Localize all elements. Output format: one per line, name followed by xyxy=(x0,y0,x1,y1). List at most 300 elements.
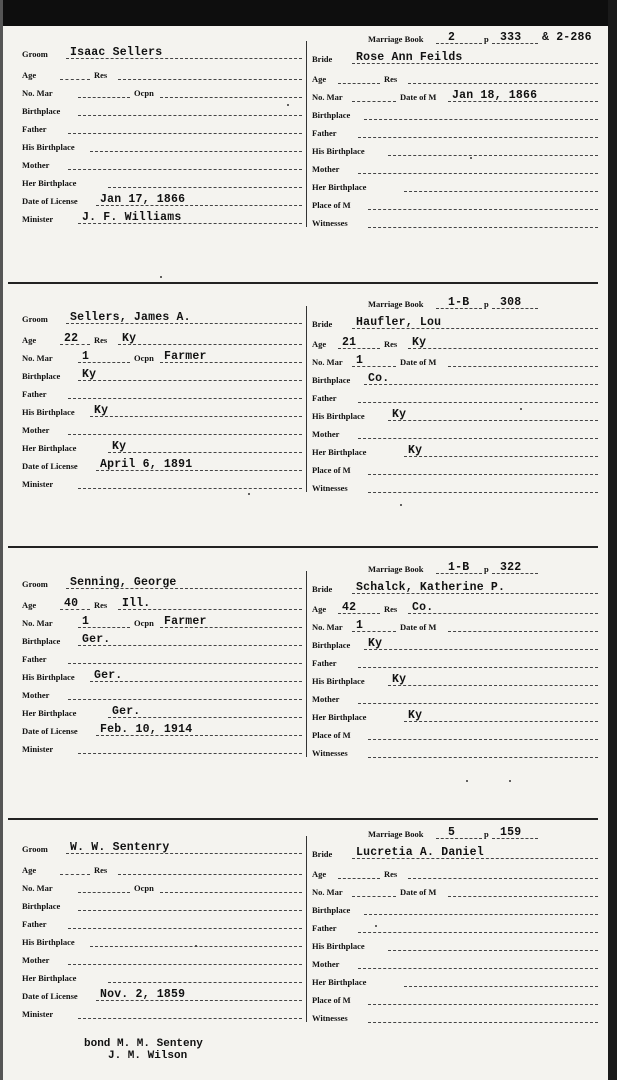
his-birthplace-label: His Birthplace xyxy=(312,411,365,421)
bride-row-pair xyxy=(312,73,598,87)
bride-row-bride-father xyxy=(312,657,598,671)
marriage-book-label: Marriage Book xyxy=(368,564,424,574)
marriage-book-row xyxy=(312,33,598,47)
bride-row-bride xyxy=(312,318,598,332)
groom-age-value: 22 xyxy=(64,332,79,345)
bride-no-mar-value: 1 xyxy=(356,619,364,632)
age-label: Age xyxy=(22,335,37,345)
license-date-value: April 6, 1891 xyxy=(100,458,193,471)
field-underline xyxy=(358,667,598,668)
field-underline xyxy=(78,645,302,646)
age-label: Age xyxy=(312,339,327,349)
groom-row-groom-mother xyxy=(22,954,302,968)
bride-label: Bride xyxy=(312,849,333,859)
her-birthplace-label: Her Birthplace xyxy=(312,712,367,722)
father-label: Father xyxy=(312,923,337,933)
groom-label: Groom xyxy=(22,314,48,324)
groom-his-birthplace-value: Ky xyxy=(94,404,109,417)
bride-birthplace-value: Co. xyxy=(368,372,390,385)
scan-right-border xyxy=(608,0,617,1080)
field-underline xyxy=(90,151,302,152)
groom-row-pair xyxy=(22,599,302,613)
field-underline xyxy=(404,456,598,457)
bride-res-value: Co. xyxy=(412,601,434,614)
res-label: Res xyxy=(94,335,108,345)
age-label: Age xyxy=(312,74,327,84)
father-label: Father xyxy=(22,654,47,664)
her-birthplace-label: Her Birthplace xyxy=(22,708,77,718)
bride-row-witnesses xyxy=(312,747,598,761)
marriage-date-value: Jan 18, 1866 xyxy=(452,89,538,102)
mother-label: Mother xyxy=(312,164,340,174)
field-underline xyxy=(368,757,598,758)
field-underline xyxy=(358,137,598,138)
groom-row-groom-birthplace xyxy=(22,900,302,914)
field-underline xyxy=(436,838,482,839)
res-label: Res xyxy=(384,604,398,614)
father-label: Father xyxy=(312,393,337,403)
no-mar-label: No. Mar xyxy=(22,88,53,98)
field-underline xyxy=(358,173,598,174)
groom-row-groom-her-birthplace xyxy=(22,177,302,191)
place-of-m-label: Place of M xyxy=(312,730,351,740)
groom-row-license-date xyxy=(22,990,302,1004)
age-label: Age xyxy=(22,70,37,80)
father-label: Father xyxy=(312,658,337,668)
his-birthplace-label: His Birthplace xyxy=(22,142,75,152)
bride-his-birthplace-value: Ky xyxy=(392,673,407,686)
mother-label: Mother xyxy=(312,429,340,439)
field-underline xyxy=(60,874,90,875)
bride-row-pair xyxy=(312,338,598,352)
no-mar-label: No. Mar xyxy=(312,622,343,632)
field-underline xyxy=(352,896,396,897)
groom-value: Sellers, James A. xyxy=(70,311,191,324)
her-birthplace-label: Her Birthplace xyxy=(312,447,367,457)
birthplace-label: Birthplace xyxy=(312,110,351,120)
bride-row-bride-mother xyxy=(312,163,598,177)
marriage-book-label: Marriage Book xyxy=(368,34,424,44)
groom-her-birthplace-value: Ger. xyxy=(112,705,141,718)
field-underline xyxy=(352,101,396,102)
groom-birthplace-value: Ky xyxy=(82,368,97,381)
groom-age-value: 40 xyxy=(64,597,79,610)
groom-row-pair xyxy=(22,334,302,348)
date-of-license-label: Date of License xyxy=(22,196,78,206)
groom-row-groom-his-birthplace xyxy=(22,936,302,950)
birthplace-label: Birthplace xyxy=(312,640,351,650)
scan-speck xyxy=(248,493,250,495)
groom-row-groom-her-birthplace xyxy=(22,442,302,456)
bride-row-bride-his-birthplace xyxy=(312,145,598,159)
groom-row-pair xyxy=(22,352,302,366)
scan-speck xyxy=(509,780,511,782)
bride-row-bride-her-birthplace xyxy=(312,711,598,725)
witnesses-label: Witnesses xyxy=(312,748,348,758)
minister-label: Minister xyxy=(22,744,54,754)
res-label: Res xyxy=(94,865,108,875)
bride-her-birthplace-value: Ky xyxy=(408,709,423,722)
field-underline xyxy=(78,753,302,754)
scan-speck xyxy=(400,504,402,506)
bride-row-pair xyxy=(312,886,598,900)
groom-row-groom-father xyxy=(22,918,302,932)
bride-row-bride-birthplace xyxy=(312,904,598,918)
groom-ocpn-value: Farmer xyxy=(164,350,207,363)
groom-her-birthplace-value: Ky xyxy=(112,440,127,453)
field-underline xyxy=(338,878,380,879)
page-label: p xyxy=(484,299,489,309)
birthplace-label: Birthplace xyxy=(22,371,61,381)
date-of-m-label: Date of M xyxy=(400,357,437,367)
bride-row-bride-her-birthplace xyxy=(312,976,598,990)
mother-label: Mother xyxy=(312,959,340,969)
field-underline xyxy=(388,685,598,686)
bride-value: Lucretia A. Daniel xyxy=(356,846,484,859)
field-underline xyxy=(358,932,598,933)
groom-row-groom xyxy=(22,843,302,857)
field-underline xyxy=(108,452,302,453)
groom-row-groom-father xyxy=(22,123,302,137)
groom-row-groom-her-birthplace xyxy=(22,972,302,986)
groom-res-value: Ky xyxy=(122,332,137,345)
field-underline xyxy=(404,191,598,192)
field-underline xyxy=(68,663,302,664)
license-note: J. M. Wilson xyxy=(108,1050,188,1062)
field-underline xyxy=(108,982,302,983)
field-underline xyxy=(448,896,598,897)
book-number-value: 1-B xyxy=(448,296,470,309)
groom-value: W. W. Sentenry xyxy=(70,841,170,854)
bride-row-pair xyxy=(312,91,598,105)
field-underline xyxy=(118,874,302,875)
father-label: Father xyxy=(22,919,47,929)
scan-speck xyxy=(520,408,522,410)
groom-row-groom-mother xyxy=(22,424,302,438)
field-underline xyxy=(68,699,302,700)
field-underline xyxy=(358,703,598,704)
bride-row-bride-his-birthplace xyxy=(312,675,598,689)
bride-his-birthplace-value: Ky xyxy=(392,408,407,421)
field-underline xyxy=(78,115,302,116)
groom-his-birthplace-value: Ger. xyxy=(94,669,123,682)
bride-row-place-of-m xyxy=(312,729,598,743)
his-birthplace-label: His Birthplace xyxy=(22,937,75,947)
res-label: Res xyxy=(384,869,398,879)
field-underline xyxy=(364,914,598,915)
mother-label: Mother xyxy=(22,690,50,700)
page-label: p xyxy=(484,34,489,44)
bride-row-witnesses xyxy=(312,217,598,231)
minister-label: Minister xyxy=(22,479,54,489)
book-extra-value: & 2-286 xyxy=(542,31,592,44)
bride-no-mar-value: 1 xyxy=(356,354,364,367)
groom-row-groom-father xyxy=(22,653,302,667)
bride-birthplace-value: Ky xyxy=(368,637,383,650)
bride-row-bride xyxy=(312,583,598,597)
date-of-license-label: Date of License xyxy=(22,461,78,471)
birthplace-label: Birthplace xyxy=(22,636,61,646)
his-birthplace-label: His Birthplace xyxy=(312,146,365,156)
field-underline xyxy=(118,79,302,80)
marriage-record-card xyxy=(0,298,608,538)
birthplace-label: Birthplace xyxy=(22,106,61,116)
field-underline xyxy=(408,613,598,614)
birthplace-label: Birthplace xyxy=(312,375,351,385)
mother-label: Mother xyxy=(22,955,50,965)
date-of-m-label: Date of M xyxy=(400,622,437,632)
groom-row-groom xyxy=(22,48,302,62)
column-divider xyxy=(306,571,307,757)
scan-speck xyxy=(470,157,472,159)
bride-value: Schalck, Katherine P. xyxy=(356,581,506,594)
date-of-m-label: Date of M xyxy=(400,92,437,102)
minister-label: Minister xyxy=(22,214,54,224)
groom-row-groom xyxy=(22,313,302,327)
scan-speck xyxy=(375,925,377,927)
marriage-book-row xyxy=(312,563,598,577)
bride-row-witnesses xyxy=(312,482,598,496)
bride-row-bride-father xyxy=(312,127,598,141)
book-number-value: 5 xyxy=(448,826,456,839)
marriage-book-label: Marriage Book xyxy=(368,299,424,309)
field-underline xyxy=(388,155,598,156)
field-underline xyxy=(358,968,598,969)
groom-row-groom xyxy=(22,578,302,592)
groom-row-groom-his-birthplace xyxy=(22,141,302,155)
groom-row-groom-birthplace xyxy=(22,370,302,384)
field-underline xyxy=(358,402,598,403)
card-separator xyxy=(8,818,598,820)
res-label: Res xyxy=(94,70,108,80)
field-underline xyxy=(78,488,302,489)
field-underline xyxy=(404,721,598,722)
scan-top-border xyxy=(0,0,617,26)
bride-age-value: 42 xyxy=(342,601,357,614)
groom-row-pair xyxy=(22,87,302,101)
field-underline xyxy=(368,209,598,210)
bride-row-witnesses xyxy=(312,1012,598,1026)
marriage-book-label: Marriage Book xyxy=(368,829,424,839)
bride-value: Rose Ann Feilds xyxy=(356,51,463,64)
marriage-book-row xyxy=(312,828,598,842)
page-number-value: 159 xyxy=(500,826,522,839)
marriage-record-card xyxy=(0,828,608,1068)
groom-birthplace-value: Ger. xyxy=(82,633,111,646)
field-underline xyxy=(338,83,380,84)
no-mar-label: No. Mar xyxy=(22,618,53,628)
bride-row-bride-her-birthplace xyxy=(312,181,598,195)
mother-label: Mother xyxy=(312,694,340,704)
marriage-book-row xyxy=(312,298,598,312)
groom-label: Groom xyxy=(22,579,48,589)
groom-row-license-date xyxy=(22,195,302,209)
field-underline xyxy=(368,227,598,228)
bride-label: Bride xyxy=(312,584,333,594)
license-date-value: Jan 17, 1866 xyxy=(100,193,186,206)
bride-age-value: 21 xyxy=(342,336,357,349)
field-underline xyxy=(78,892,130,893)
field-underline xyxy=(448,631,598,632)
res-label: Res xyxy=(384,74,398,84)
field-underline xyxy=(408,348,598,349)
father-label: Father xyxy=(22,389,47,399)
ocpn-label: Ocpn xyxy=(134,883,154,893)
groom-row-pair xyxy=(22,864,302,878)
field-underline xyxy=(68,928,302,929)
bride-row-bride-mother xyxy=(312,693,598,707)
age-label: Age xyxy=(22,600,37,610)
scan-speck xyxy=(466,780,468,782)
groom-no-mar-value: 1 xyxy=(82,615,90,628)
book-number-value: 1-B xyxy=(448,561,470,574)
page-label: p xyxy=(484,564,489,574)
her-birthplace-label: Her Birthplace xyxy=(312,182,367,192)
ocpn-label: Ocpn xyxy=(134,618,154,628)
bride-row-bride-father xyxy=(312,392,598,406)
bride-label: Bride xyxy=(312,319,333,329)
scan-speck xyxy=(195,945,197,947)
no-mar-label: No. Mar xyxy=(312,92,343,102)
column-divider xyxy=(306,306,307,492)
his-birthplace-label: His Birthplace xyxy=(22,407,75,417)
groom-row-groom-his-birthplace xyxy=(22,406,302,420)
card-separator xyxy=(8,282,598,284)
groom-row-groom-birthplace xyxy=(22,105,302,119)
groom-ocpn-value: Farmer xyxy=(164,615,207,628)
bride-row-place-of-m xyxy=(312,199,598,213)
bride-row-bride-his-birthplace xyxy=(312,940,598,954)
groom-row-minister xyxy=(22,743,302,757)
bride-value: Haufler, Lou xyxy=(356,316,442,329)
marriage-record-card xyxy=(0,563,608,803)
ocpn-label: Ocpn xyxy=(134,88,154,98)
field-underline xyxy=(436,43,482,44)
minister-label: Minister xyxy=(22,1009,54,1019)
groom-row-groom-his-birthplace xyxy=(22,671,302,685)
his-birthplace-label: His Birthplace xyxy=(312,676,365,686)
bride-row-place-of-m xyxy=(312,994,598,1008)
mother-label: Mother xyxy=(22,425,50,435)
groom-value: Isaac Sellers xyxy=(70,46,163,59)
bride-row-pair xyxy=(312,868,598,882)
field-underline xyxy=(388,950,598,951)
groom-label: Groom xyxy=(22,49,48,59)
groom-row-license-date xyxy=(22,460,302,474)
bride-row-bride-mother xyxy=(312,958,598,972)
date-of-m-label: Date of M xyxy=(400,887,437,897)
scan-speck xyxy=(287,104,289,106)
field-underline xyxy=(364,384,598,385)
field-underline xyxy=(364,649,598,650)
place-of-m-label: Place of M xyxy=(312,995,351,1005)
father-label: Father xyxy=(22,124,47,134)
field-underline xyxy=(68,133,302,134)
bride-row-pair xyxy=(312,603,598,617)
no-mar-label: No. Mar xyxy=(312,357,343,367)
field-underline xyxy=(388,420,598,421)
field-underline xyxy=(118,344,302,345)
groom-row-pair xyxy=(22,617,302,631)
field-underline xyxy=(160,892,302,893)
groom-row-groom-mother xyxy=(22,159,302,173)
minister-value: J. F. Williams xyxy=(82,211,182,224)
bride-her-birthplace-value: Ky xyxy=(408,444,423,457)
groom-row-minister xyxy=(22,1008,302,1022)
bride-row-bride-father xyxy=(312,922,598,936)
groom-row-pair xyxy=(22,69,302,83)
place-of-m-label: Place of M xyxy=(312,200,351,210)
ocpn-label: Ocpn xyxy=(134,353,154,363)
groom-row-minister xyxy=(22,213,302,227)
groom-row-minister xyxy=(22,478,302,492)
field-underline xyxy=(78,380,302,381)
his-birthplace-label: His Birthplace xyxy=(22,672,75,682)
bride-row-pair xyxy=(312,356,598,370)
groom-label: Groom xyxy=(22,844,48,854)
bride-row-bride xyxy=(312,848,598,862)
date-of-license-label: Date of License xyxy=(22,991,78,1001)
field-underline xyxy=(358,438,598,439)
field-underline xyxy=(78,910,302,911)
groom-no-mar-value: 1 xyxy=(82,350,90,363)
his-birthplace-label: His Birthplace xyxy=(312,941,365,951)
field-underline xyxy=(408,83,598,84)
bride-row-bride xyxy=(312,53,598,67)
field-underline xyxy=(368,1004,598,1005)
field-underline xyxy=(68,434,302,435)
age-label: Age xyxy=(22,865,37,875)
field-underline xyxy=(368,474,598,475)
bride-row-bride-his-birthplace xyxy=(312,410,598,424)
field-underline xyxy=(448,366,598,367)
witnesses-label: Witnesses xyxy=(312,483,348,493)
groom-value: Senning, George xyxy=(70,576,177,589)
age-label: Age xyxy=(312,869,327,879)
bride-row-bride-birthplace xyxy=(312,109,598,123)
book-number-value: 2 xyxy=(448,31,456,44)
date-of-license-label: Date of License xyxy=(22,726,78,736)
no-mar-label: No. Mar xyxy=(22,883,53,893)
field-underline xyxy=(368,492,598,493)
birthplace-label: Birthplace xyxy=(22,901,61,911)
bride-row-pair xyxy=(312,621,598,635)
field-underline xyxy=(408,878,598,879)
bride-row-place-of-m xyxy=(312,464,598,478)
field-underline xyxy=(78,97,130,98)
no-mar-label: No. Mar xyxy=(22,353,53,363)
groom-row-license-date xyxy=(22,725,302,739)
res-label: Res xyxy=(384,339,398,349)
bride-row-bride-her-birthplace xyxy=(312,446,598,460)
bride-label: Bride xyxy=(312,54,333,64)
field-underline xyxy=(108,187,302,188)
groom-res-value: Ill. xyxy=(122,597,151,610)
birthplace-label: Birthplace xyxy=(312,905,351,915)
groom-row-pair xyxy=(22,882,302,896)
groom-row-groom-her-birthplace xyxy=(22,707,302,721)
field-underline xyxy=(68,169,302,170)
place-of-m-label: Place of M xyxy=(312,465,351,475)
column-divider xyxy=(306,41,307,227)
field-underline xyxy=(68,398,302,399)
her-birthplace-label: Her Birthplace xyxy=(22,973,77,983)
no-mar-label: No. Mar xyxy=(312,887,343,897)
father-label: Father xyxy=(312,128,337,138)
field-underline xyxy=(368,1022,598,1023)
bride-row-bride-mother xyxy=(312,428,598,442)
field-underline xyxy=(68,964,302,965)
